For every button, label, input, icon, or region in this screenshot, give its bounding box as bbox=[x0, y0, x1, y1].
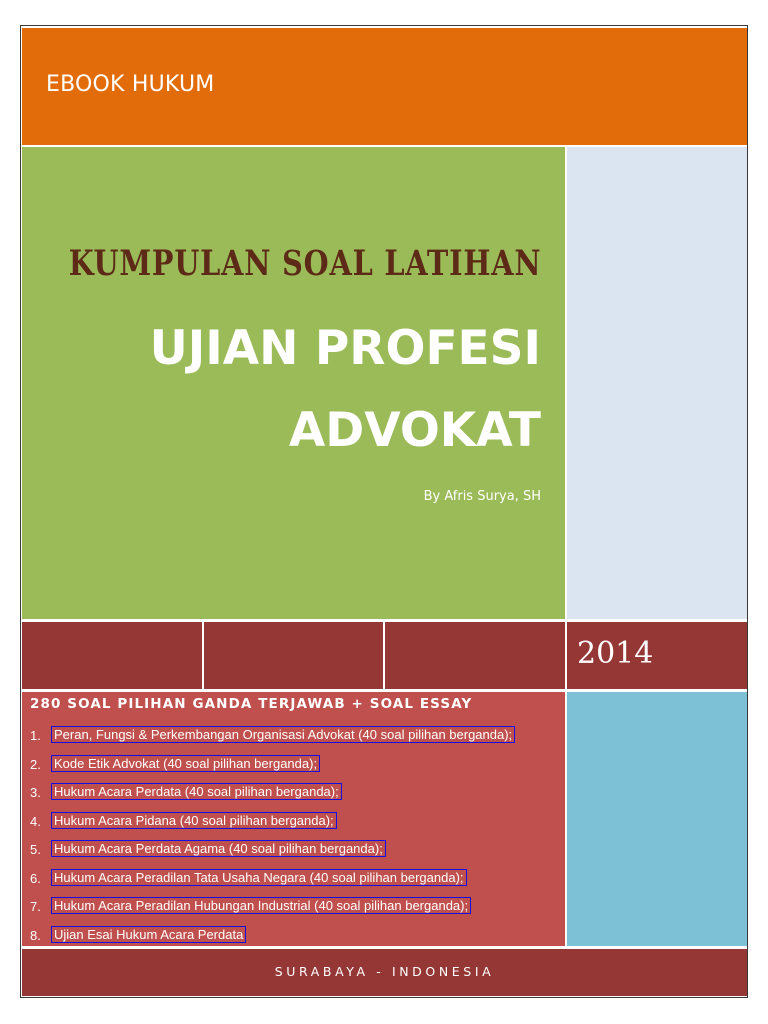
ebook-label: EBOOK HUKUM bbox=[46, 72, 215, 97]
band-cell-3 bbox=[385, 622, 565, 689]
item-number: 5. bbox=[30, 842, 41, 857]
cover-title-line2: ADVOKAT bbox=[288, 403, 541, 458]
cover-title-line1: UJIAN PROFESI bbox=[149, 321, 541, 376]
footer-band bbox=[22, 949, 747, 996]
contents-link[interactable]: Hukum Acara Peradilan Hubungan Industrial (40 soal pilihan berganda); bbox=[51, 897, 471, 914]
side-panel-teal bbox=[567, 692, 747, 946]
year-cell bbox=[567, 622, 747, 689]
title-panel bbox=[22, 147, 565, 619]
band-cell-2 bbox=[204, 622, 383, 689]
contents-link[interactable]: Hukum Acara Pidana (40 soal pilihan berganda); bbox=[51, 812, 337, 829]
contents-panel bbox=[22, 692, 565, 946]
band-cell-1 bbox=[22, 622, 202, 689]
contents-link[interactable]: Hukum Acara Perdata (40 soal pilihan berganda); bbox=[51, 783, 342, 800]
item-number: 1. bbox=[30, 728, 41, 743]
item-number: 2. bbox=[30, 756, 41, 772]
contents-link[interactable]: Peran, Fungsi & Perkembangan Organisasi Advokat (40 soal pilihan berganda); bbox=[51, 726, 515, 743]
contents-link[interactable]: Hukum Acara Peradilan Tata Usaha Negara (40 soal pilihan berganda); bbox=[51, 869, 467, 886]
header-band bbox=[22, 28, 747, 145]
contents-link[interactable]: Kode Etik Advokat (40 soal pilihan berganda); bbox=[51, 755, 320, 772]
side-panel-light bbox=[567, 147, 747, 619]
footer-location: SURABAYA - INDONESIA bbox=[274, 964, 495, 979]
item-number: 7. bbox=[30, 899, 41, 914]
item-number: 8. bbox=[30, 927, 41, 943]
author-byline: By Afris Surya, SH bbox=[423, 489, 541, 504]
cover-kicker: KUMPULAN SOAL LATIHAN bbox=[68, 243, 541, 284]
contents-heading: 280 SOAL PILIHAN GANDA TERJAWAB + SOAL ESSAY bbox=[30, 696, 473, 712]
contents-link[interactable]: Hukum Acara Perdata Agama (40 soal pilihan berganda); bbox=[51, 840, 386, 857]
contents-link[interactable]: Ujian Esai Hukum Acara Perdata bbox=[51, 926, 246, 943]
item-number: 3. bbox=[30, 785, 41, 800]
item-number: 6. bbox=[30, 870, 41, 886]
item-number: 4. bbox=[30, 813, 41, 829]
publication-year: 2014 bbox=[577, 636, 654, 671]
